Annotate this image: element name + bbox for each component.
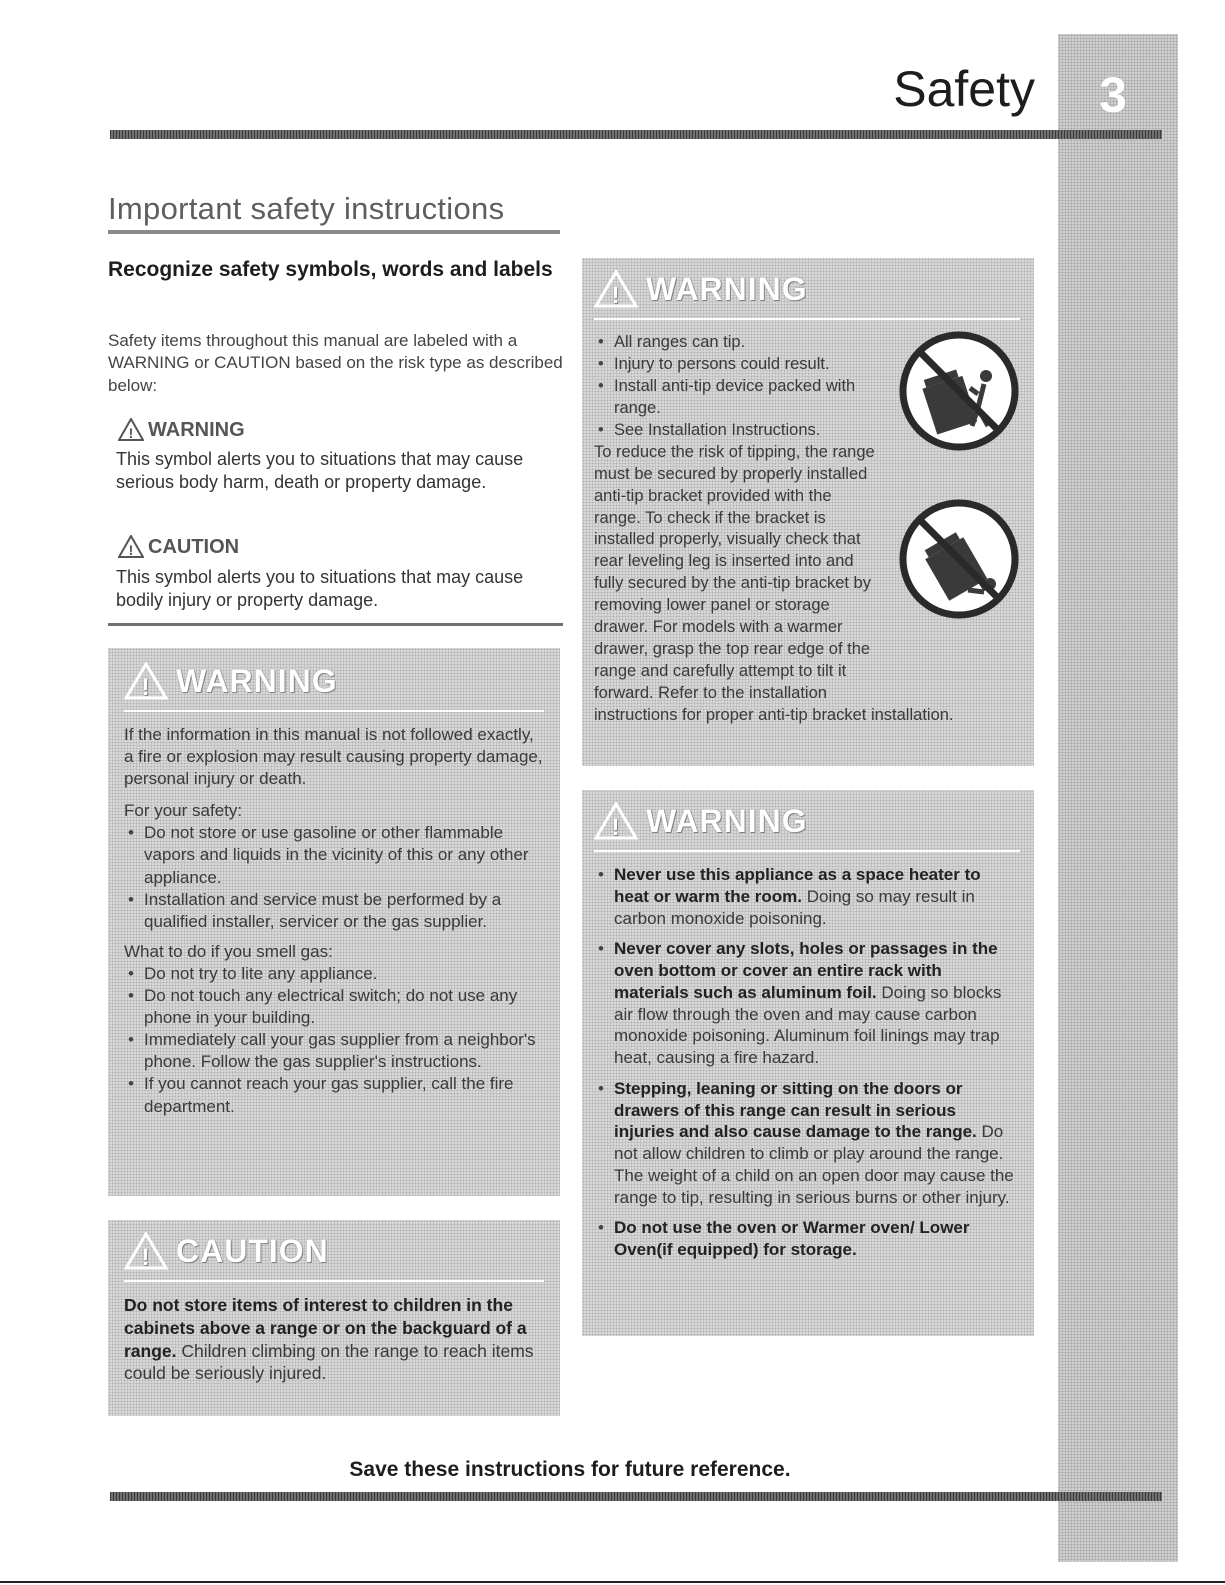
svg-text:!: !: [128, 425, 134, 441]
caution-box-title: [124, 1232, 544, 1270]
list-item: [594, 864, 1020, 929]
gas-list: [124, 963, 544, 1118]
caution-symbol-desc: This symbol alerts you to situations that may cause bodily injury or property damage.: [116, 567, 524, 611]
list-item: • Injury to persons could result.: [594, 354, 894, 376]
warning-triangle-icon: [124, 662, 168, 700]
anti-tip-list: [594, 332, 894, 442]
caution-box: [108, 1220, 560, 1416]
list-item: • If you cannot reach your gas supplier, call the fire department.: [124, 1073, 544, 1117]
caution-symbol-label: CAUTION: [148, 535, 240, 558]
box-rule: [124, 1280, 544, 1282]
item-bold: Do not use the oven or Warmer oven/ Lower Oven(if equipped) for storage.: [614, 1218, 970, 1259]
smell-gas-label: What to do if you smell gas:: [124, 941, 333, 961]
list-item: [594, 1078, 1020, 1209]
item-text: Do not allow children to climb or play around the range. The weight of a child on an open door may cause the range to tip, resulting in serious burns or other injury.: [614, 1122, 1014, 1207]
svg-text:!: !: [128, 542, 134, 558]
warning-title-text: WARNING: [646, 803, 808, 839]
warning-box-title: [594, 270, 1020, 308]
caution-symbol: [118, 535, 239, 558]
warning-title-text: WARNING: [176, 663, 338, 699]
warning-triangle-icon: [594, 802, 638, 840]
for-safety-label: For your safety:: [124, 801, 243, 821]
range-falling-icon: [898, 498, 1020, 620]
warning-symbol: [118, 418, 245, 441]
caution-triangle-icon: [118, 535, 144, 558]
range-tipping-icon: [898, 330, 1020, 452]
bottom-line: [0, 1581, 1225, 1583]
svg-text:!: !: [141, 1244, 151, 1270]
box-rule: [594, 318, 1020, 320]
item-text: Doing so blocks air flow through the oven and may cause carbon monoxide poisoning. Aluminum foil linings may trap heat, causing a fire hazard.: [614, 982, 1002, 1067]
warning-triangle-icon: [118, 418, 144, 441]
heater-list: [594, 864, 1020, 1261]
intro-text: Safety items throughout this manual are labeled with a WARNING or CAUTION based on the risk type as described below:: [108, 331, 563, 395]
caution-text: Children climbing on the range to reach items could be seriously injured.: [124, 1340, 534, 1384]
list-item: • Installation and service must be performed by a qualified installer, servicer or the gas supplier.: [124, 889, 544, 933]
warning-symbol-label: WARNING: [148, 418, 245, 441]
warning-box-title: [594, 802, 1020, 840]
caution-triangle-icon: [124, 1232, 168, 1270]
section-title: Important safety instructions: [108, 191, 505, 226]
svg-text:!: !: [611, 814, 621, 840]
warning-box-body: [124, 724, 544, 1118]
header-rule: [110, 130, 1162, 139]
box-rule: [594, 850, 1020, 852]
caution-box-body: [124, 1294, 544, 1385]
warning-title-text: WARNING: [646, 271, 808, 307]
sub-heading: Recognize safety symbols, words and labels: [108, 258, 553, 281]
heater-body: [594, 864, 1020, 1261]
list-item: • All ranges can tip.: [594, 332, 894, 354]
side-tab: [1058, 34, 1178, 1562]
warning-triangle-icon: [594, 270, 638, 308]
list-item: • Do not try to lite any appliance.: [124, 963, 544, 985]
list-item: • Immediately call your gas supplier from a neighbor's phone. Follow the gas supplier's instructions.: [124, 1029, 544, 1073]
page-title: Safety: [893, 61, 1035, 117]
warning-symbol-desc: This symbol alerts you to situations that may cause serious body harm, death or property damage.: [116, 449, 524, 493]
item-bold: Never cover any slots, holes or passages in the oven bottom or cover an entire rack with materials such as aluminum foil.: [614, 939, 998, 1002]
page-number: 3: [1099, 67, 1127, 123]
warning-box-fire: [108, 648, 560, 1196]
item-text: Doing so may result in carbon monoxide poisoning.: [614, 886, 975, 928]
box-rule: [124, 710, 544, 712]
svg-text:!: !: [141, 674, 151, 700]
anti-tip-text: To reduce the risk of tipping, the range must be secured by properly installed anti-tip bracket provided with the range. To check if the bracket is installed properly, visually check that rear leveling leg is inserted into and fully secured by the anti-tip bracket by removing lower panel or storage drawer. For models with a warmer drawer, grasp the top rear edge of the range and carefully attempt to tilt it forward. Refer to the installation instructions for proper anti-tip bracket installation.: [594, 442, 954, 724]
list-item: [594, 1217, 1020, 1261]
caution-title-text: CAUTION: [176, 1233, 329, 1269]
item-bold: Stepping, leaning or sitting on the doors or drawers of this range can result in serious injuries and also cause damage to the range.: [614, 1078, 977, 1142]
warning-box-title: [124, 662, 544, 700]
list-item: • See Installation Instructions.: [594, 420, 894, 442]
warning-intro: If the information in this manual is not followed exactly, a fire or explosion may result causing property damage, personal injury or death.: [124, 725, 543, 789]
footer-note: Save these instructions for future reference.: [349, 1458, 791, 1481]
svg-text:!: !: [611, 282, 621, 308]
caution-bold-text: Do not store items of interest to children in the cabinets above a range or on the backguard of a range.: [124, 1295, 527, 1361]
warning-box-heater: [582, 790, 1034, 1336]
safety-list: [124, 822, 544, 932]
list-item: • Install anti-tip device packed with range.: [594, 376, 894, 420]
section-rule: [108, 230, 560, 234]
list-item: • Do not touch any electrical switch; do not use any phone in your building.: [124, 985, 544, 1029]
item-bold: Never use this appliance as a space heater to heat or warm the room.: [614, 865, 981, 906]
footer-rule: [110, 1492, 1162, 1501]
list-item: [594, 938, 1020, 1069]
list-item: • Do not store or use gasoline or other flammable vapors and liquids in the vicinity of this or any other appliance.: [124, 822, 544, 888]
mid-rule: [108, 623, 563, 626]
